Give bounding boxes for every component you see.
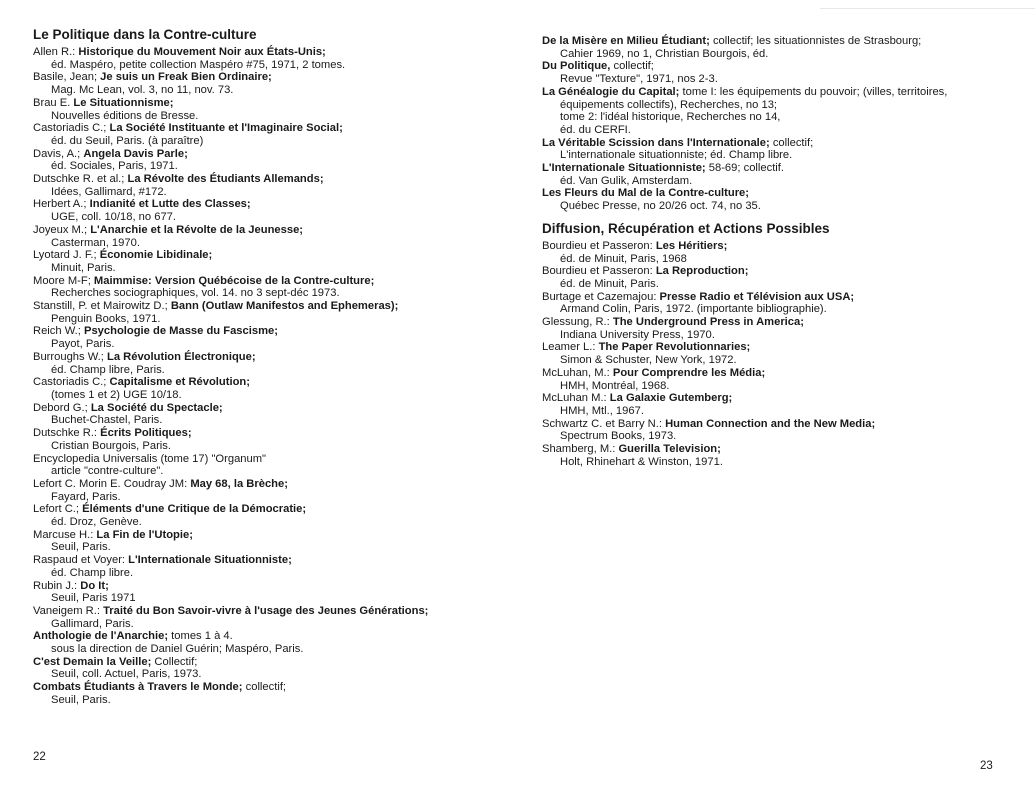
bibliography-entry (33, 554, 513, 579)
entry-title: La Révolution Électronique; (107, 350, 256, 363)
entry-first-line (33, 249, 513, 262)
entry-first-line (542, 367, 1022, 380)
entry-publication-line: Casterman, 1970. (51, 236, 140, 249)
entry-title: The Underground Press in America; (612, 316, 804, 329)
entry-author: Joyeux M.; (33, 223, 91, 236)
right-page (520, 0, 1035, 800)
entry-publication-line: Québec Presse, no 20/26 oct. 74, no 35. (560, 200, 761, 213)
entry-publication-line: Minuit, Paris. (51, 261, 116, 274)
bibliography-entry (542, 392, 1022, 417)
entry-publication-line: UGE, coll. 10/18, no 677. (51, 211, 177, 224)
entry-publication-line: éd. de Minuit, Paris, 1968 (560, 252, 687, 265)
entry-first-line (33, 681, 513, 694)
bibliography-entry (33, 580, 513, 605)
bibliography-entry (542, 162, 1022, 187)
entry-title: La Véritable Scission dans l'Internationale; (542, 136, 770, 149)
bibliography-entry (33, 376, 513, 401)
bibliography-entry (33, 148, 513, 173)
entry-title: De la Misère en Milieu Étudiant; (542, 35, 710, 47)
entry-publication-line: HMH, Mtl., 1967. (560, 404, 644, 417)
bibliography-entry (542, 137, 1022, 162)
entry-title: May 68, la Brèche; (190, 477, 288, 490)
entry-publication-line: éd. Champ libre, Paris. (51, 363, 165, 376)
entry-title: Pour Comprendre les Média; (612, 366, 766, 379)
entry-first-line (33, 148, 513, 161)
bibliography-list-politique (33, 46, 513, 707)
entry-first-line (33, 173, 513, 186)
bibliography-list-continued (542, 35, 1022, 213)
bibliography-entry (33, 681, 513, 706)
entry-first-line (33, 478, 513, 491)
entry-publication-line: (tomes 1 et 2) UGE 10/18. (51, 388, 182, 401)
entry-title: Les Héritiers; (655, 239, 728, 252)
bibliography-entry (33, 453, 513, 478)
entry-first-line (33, 198, 513, 211)
entry-author: Basile, Jean; (33, 71, 101, 84)
entry-publication-line: Idées, Gallimard, #172. (51, 185, 167, 198)
entry-author: Reich W.; (33, 325, 84, 338)
bibliography-entry (33, 275, 513, 300)
entry-note: collectif; les situationnistes de Strasbourg; (709, 35, 922, 47)
entry-note: collectif; (610, 60, 654, 73)
bibliography-entry (33, 427, 513, 452)
entry-author: Lefort C.; (33, 503, 83, 516)
entry-title: La Généalogie du Capital; (542, 85, 680, 98)
entry-note: 58-69; collectif. (705, 162, 785, 175)
entry-title: Éléments d'une Critique de la Démocratie; (82, 503, 307, 516)
entry-first-line (542, 137, 1022, 150)
entry-first-line (542, 162, 1022, 175)
bibliography-entry (542, 240, 1022, 265)
entry-publication-line: Nouvelles éditions de Bresse. (51, 109, 199, 122)
entry-author: Glessung, R.: (542, 316, 613, 329)
entry-author: Debord G.; (33, 401, 91, 414)
entry-title: Historique du Mouvement Noir aux États-Unis; (78, 46, 326, 58)
entry-first-line (33, 402, 513, 415)
entry-title: Le Situationnisme; (73, 96, 174, 109)
entry-author: Stanstill, P. et Mairowitz D.; (33, 300, 171, 313)
entry-publication-line: éd. Champ libre. (51, 566, 134, 579)
entry-title: Bann (Outlaw Manifestos and Ephemeras); (170, 300, 399, 313)
entry-publication-line: Recherches sociographiques, vol. 14. no 3 sept-déc 1973. (51, 287, 340, 300)
entry-first-line (542, 60, 1022, 73)
bibliography-entry (33, 122, 513, 147)
bibliography-entry (33, 198, 513, 223)
entry-author: Leamer L.: (542, 341, 599, 354)
bibliography-entry (33, 351, 513, 376)
entry-publication-line: Buchet-Chastel, Paris. (51, 414, 163, 427)
entry-title: Guerilla Television; (618, 443, 721, 456)
entry-publication-line: Gallimard, Paris. (51, 617, 134, 630)
bibliography-entry (33, 173, 513, 198)
entry-publication-line: Penguin Books, 1971. (51, 312, 161, 325)
entry-title: Angela Davis Parle; (83, 147, 188, 160)
entry-publication-line: Holt, Rhinehart & Winston, 1971. (560, 455, 723, 468)
entry-first-line (33, 122, 513, 135)
entry-first-line (33, 71, 513, 84)
entry-title: The Paper Revolutionnaries; (598, 341, 751, 354)
entry-publication-line: Seuil, coll. Actuel, Paris, 1973. (51, 668, 202, 681)
bibliography-entry (542, 316, 1022, 341)
entry-publication-line: éd. du CERFI. (560, 123, 631, 136)
entry-first-line (33, 224, 513, 237)
entry-author: Schwartz C. et Barry N.: (542, 417, 666, 430)
entry-title: La Société du Spectacle; (90, 401, 223, 414)
entry-publication-line: Spectrum Books, 1973. (560, 430, 677, 443)
bibliography-entry (542, 291, 1022, 316)
entry-title: Écrits Politiques; (100, 427, 192, 440)
entry-publication-line: Seuil, Paris. (51, 541, 111, 554)
entry-first-line (33, 580, 513, 593)
entry-note: collectif; (242, 681, 287, 694)
bibliography-entry (542, 367, 1022, 392)
bibliography-entry (33, 630, 513, 655)
entry-publication-line: Mag. Mc Lean, vol. 3, no 11, nov. 73. (51, 84, 234, 97)
bibliography-entry (33, 300, 513, 325)
entry-first-line (33, 325, 513, 338)
entry-title: C'est Demain la Veille; (33, 655, 152, 668)
entry-title: L'Internationale Situationniste; (128, 554, 292, 567)
entry-title: Maimmise: Version Québécoise de la Contre-culture; (93, 274, 375, 287)
entry-first-line (33, 630, 513, 643)
entry-publication-line: Armand Colin, Paris, 1972. (importante bibliographie). (560, 303, 827, 316)
entry-publication-line: éd. Droz, Genève. (51, 516, 142, 529)
entry-first-line (33, 427, 513, 440)
entry-first-line (542, 392, 1022, 405)
bibliography-entry (542, 418, 1022, 443)
entry-first-line (33, 46, 513, 59)
entry-publication-line: équipements collectifs), Recherches, no 13; (560, 98, 778, 111)
entry-author: Lefort C. Morin E. Coudray JM: (33, 477, 191, 490)
entry-first-line (33, 503, 513, 516)
bibliography-entry (33, 46, 513, 71)
entry-author: McLuhan, M.: (542, 366, 613, 379)
entry-publication-line: Revue "Texture", 1971, nos 2-3. (560, 73, 718, 86)
entry-publication-line: Payot, Paris. (51, 338, 115, 351)
bibliography-entry (33, 503, 513, 528)
entry-title: L'Internationale Situationniste; (542, 162, 706, 175)
bibliography-entry (33, 656, 513, 681)
entry-title: Presse Radio et Télévision aux USA; (659, 290, 855, 303)
entry-title: Les Fleurs du Mal de la Contre-culture; (542, 187, 750, 200)
bibliography-entry (542, 35, 1022, 60)
entry-first-line (33, 529, 513, 542)
entry-title: Do It; (80, 579, 109, 592)
entry-author: Dutschke R.: (33, 427, 101, 440)
bibliography-entry (33, 325, 513, 350)
entry-author: Bourdieu et Passeron: (542, 265, 656, 278)
entry-publication-line: éd. Maspéro, petite collection Maspéro #75, 1971, 2 tomes. (51, 58, 346, 71)
bibliography-entry (542, 341, 1022, 366)
entry-title: La Fin de l'Utopie; (96, 528, 193, 541)
entry-author: Rubin J.: (33, 579, 81, 592)
entry-author: Burroughs W.; (33, 350, 107, 363)
entry-publication-line: Simon & Schuster, New York, 1972. (560, 354, 737, 367)
entry-first-line (33, 453, 513, 466)
entry-author: Shamberg, M.: (542, 443, 619, 456)
bibliography-entry (33, 97, 513, 122)
entry-publication-line: Seuil, Paris. (51, 693, 111, 706)
entry-first-line (542, 265, 1022, 278)
entry-title: Je suis un Freak Bien Ordinaire; (100, 71, 272, 84)
entry-note: tomes 1 à 4. (168, 630, 233, 643)
entry-author: Dutschke R. et al.; (33, 173, 128, 186)
entry-note: Collectif; (151, 655, 198, 668)
entry-title: Human Connection and the New Media; (665, 417, 876, 430)
bibliography-entry (33, 478, 513, 503)
entry-publication-line: Indiana University Press, 1970. (560, 328, 715, 341)
entry-title: Psychologie de Masse du Fascisme; (83, 325, 278, 338)
entry-first-line (542, 35, 1022, 48)
entry-publication-line: sous la direction de Daniel Guérin; Maspéro, Paris. (51, 643, 304, 656)
entry-title: Combats Étudiants à Travers le Monde; (33, 681, 243, 694)
entry-publication-line: article "contre-culture". (51, 465, 164, 478)
entry-title: La Société Instituante et l'Imaginaire Social; (109, 122, 343, 135)
entry-publication-line: Fayard, Paris. (51, 490, 121, 503)
entry-title: La Galaxie Gutemberg; (609, 392, 733, 405)
entry-title: Indianité et Lutte des Classes; (89, 198, 251, 211)
entry-publication-line: tome 2: l'idéal historique, Recherches no 14, (560, 111, 781, 124)
entry-publication-line: Cahier 1969, no 1, Christian Bourgois, éd. (560, 47, 769, 60)
entry-first-line (33, 554, 513, 567)
entry-author: Allen R.: (33, 46, 79, 58)
entry-first-line (33, 605, 513, 618)
entry-title: Traité du Bon Savoir-vivre à l'usage des Jeunes Générations; (103, 604, 429, 617)
bibliography-entry (33, 402, 513, 427)
bibliography-entry (542, 443, 1022, 468)
entry-author: Lyotard J. F.; (33, 249, 100, 262)
entry-author: Raspaud et Voyer: (33, 554, 129, 567)
entry-author: Davis, A.; (33, 147, 84, 160)
entry-publication-line: éd. de Minuit, Paris. (560, 277, 659, 290)
bibliography-list-diffusion (542, 240, 1022, 469)
entry-first-line (542, 341, 1022, 354)
bibliography-entry (542, 86, 1022, 137)
entry-first-line (542, 86, 1022, 99)
entry-title: Économie Libidinale; (99, 249, 213, 262)
entry-publication-line: L'internationale situationniste; éd. Champ libre. (560, 149, 793, 162)
bibliography-entry (33, 249, 513, 274)
bibliography-entry (33, 224, 513, 249)
entry-title: L'Anarchie et la Révolte de la Jeunesse; (90, 223, 304, 236)
entry-publication-line: Cristian Bourgois, Paris. (51, 439, 171, 452)
entry-first-line (542, 187, 1022, 200)
entry-publication-line: Seuil, Paris 1971 (51, 592, 136, 605)
entry-title: Capitalisme et Révolution; (109, 376, 250, 389)
entry-author: Castoriadis C.; (33, 122, 110, 135)
entry-note: collectif; (769, 136, 814, 149)
entry-first-line (542, 240, 1022, 253)
bibliography-entry (542, 60, 1022, 85)
entry-first-line (542, 443, 1022, 456)
entry-first-line (33, 300, 513, 313)
left-column (33, 27, 513, 707)
entry-publication-line: éd. Sociales, Paris, 1971. (51, 160, 178, 173)
entry-author: Moore M-F; (33, 274, 94, 287)
bibliography-entry (542, 265, 1022, 290)
entry-first-line (542, 418, 1022, 431)
entry-first-line (542, 291, 1022, 304)
bibliography-entry (33, 71, 513, 96)
entry-author: Burtage et Cazemajou: (542, 290, 660, 303)
section-title-diffusion: Diffusion, Récupération et Actions Possibles (542, 220, 830, 236)
entry-author: Encyclopedia Universalis (tome 17) "Organum" (33, 452, 267, 465)
entry-first-line (33, 275, 513, 288)
entry-title: Du Politique, (542, 60, 611, 73)
entry-publication-line: éd. Van Gulik, Amsterdam. (560, 174, 693, 187)
entry-publication-line: HMH, Montréal, 1968. (560, 379, 670, 392)
entry-title: Anthologie de l'Anarchie; (33, 630, 169, 643)
top-rule (820, 8, 1035, 9)
entry-author: Vaneigem R.: (33, 604, 104, 617)
entry-first-line (33, 656, 513, 669)
page-number-left: 22 (33, 751, 46, 763)
entry-author: Castoriadis C.; (33, 376, 110, 389)
entry-first-line (33, 376, 513, 389)
entry-first-line (33, 351, 513, 364)
entry-first-line (33, 97, 513, 110)
entry-title: La Révolte des Étudiants Allemands; (127, 173, 324, 186)
entry-title: La Reproduction; (655, 265, 749, 278)
entry-first-line (542, 316, 1022, 329)
entry-publication-line: éd. du Seuil, Paris. (à paraître) (51, 134, 204, 147)
bibliography-entry (33, 529, 513, 554)
page-number-right: 23 (980, 760, 993, 772)
section-title-politique: Le Politique dans la Contre-culture (33, 27, 257, 42)
entry-author: Herbert A.; (33, 198, 90, 211)
entry-author: Brau E. (33, 96, 74, 109)
entry-note: tome I: les équipements du pouvoir; (villes, territoires, (679, 85, 948, 98)
entry-author: Marcuse H.: (33, 528, 97, 541)
entry-author: Bourdieu et Passeron: (542, 239, 656, 252)
entry-author: McLuhan M.: (542, 392, 610, 405)
bibliography-entry (33, 605, 513, 630)
right-column (542, 35, 1022, 469)
bibliography-entry (542, 187, 1022, 212)
